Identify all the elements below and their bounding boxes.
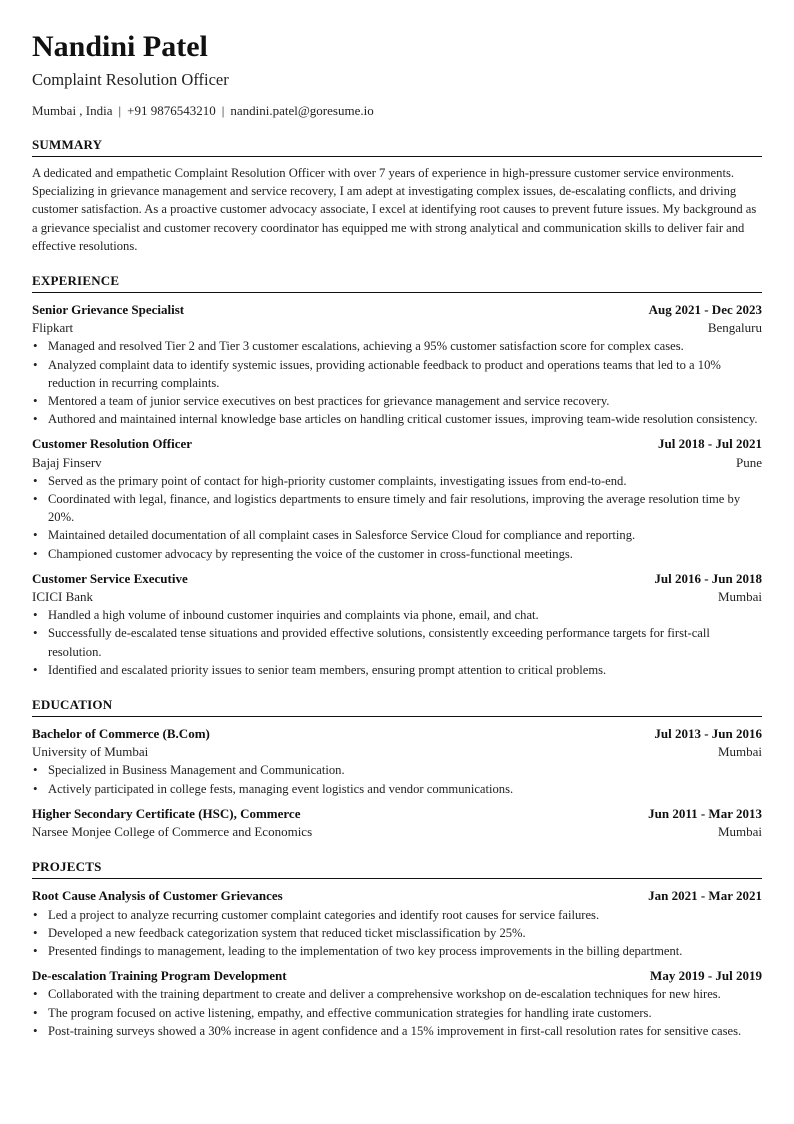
education-entry xyxy=(32,805,762,841)
bullet-item: • Presented findings to management, leading to the implementation of two key process improvements in the billing department. xyxy=(48,942,762,960)
projects-list xyxy=(32,887,762,1040)
experience-dates: Aug 2021 - Dec 2023 xyxy=(648,302,762,318)
projects-heading: PROJECTS xyxy=(32,859,762,879)
bullet-list xyxy=(32,985,762,1040)
contact-phone[interactable]: +91 9876543210 xyxy=(127,103,216,118)
experience-entry xyxy=(32,435,762,562)
project-entry xyxy=(32,967,762,1040)
bullet-list xyxy=(32,472,762,563)
experience-location: Bengaluru xyxy=(707,320,762,336)
experience-role: Customer Service Executive xyxy=(32,570,188,586)
experience-location: Pune xyxy=(736,454,762,470)
bullet-list xyxy=(32,337,762,428)
experience-role: Senior Grievance Specialist xyxy=(32,302,185,318)
experience-location: Mumbai xyxy=(717,589,762,605)
education-heading: EDUCATION xyxy=(32,697,762,717)
bullet-item: • Analyzed complaint data to identify systemic issues, providing actionable feedback to product and operations teams that led to a 10% reduction in recurring complaints. xyxy=(48,356,762,392)
bullet-list xyxy=(32,906,762,961)
experience-company: ICICI Bank xyxy=(32,589,94,605)
bullet-item: • Specialized in Business Management and Communication. xyxy=(48,761,762,779)
contact-email[interactable]: nandini.patel@goresume.io xyxy=(230,103,374,118)
experience-list xyxy=(32,301,762,679)
experience-entry xyxy=(32,301,762,428)
bullet-item: • Developed a new feedback categorization system that reduced ticket misclassification by 25%. xyxy=(48,924,762,942)
job-title: Complaint Resolution Officer xyxy=(32,70,229,89)
bullet-item: • Handled a high volume of inbound customer inquiries and complaints via phone, email, and chat. xyxy=(48,606,762,624)
experience-heading: EXPERIENCE xyxy=(32,273,762,293)
bullet-item: • Identified and escalated priority issues to senior team members, ensuring prompt attention to critical problems. xyxy=(48,661,762,679)
bullet-item: • The program focused on active listening, empathy, and effective communication strategies for handling irate customers. xyxy=(48,1004,762,1022)
education-location: Mumbai xyxy=(717,744,762,760)
summary-text: A dedicated and empathetic Complaint Resolution Officer with over 7 years of experience in high-pressure customer service environments. Specializing in grievance management and service recovery, I am adept at investigating complex issues, de-escalating conflicts, and driving customer satisfaction. As a proactive customer advocacy associate, I excel at identifying root causes to prevent future issues. My background as a grievance specialist and customer recovery coordinator has equipped me with strong analytical and communication skills to deliver fair and effective resolutions. xyxy=(32,166,757,253)
bullet-item: • Led a project to analyze recurring customer complaint categories and identify root causes for service failures. xyxy=(48,906,762,924)
education-entry xyxy=(32,725,762,798)
bullet-list xyxy=(32,606,762,679)
project-dates: Jan 2021 - Mar 2021 xyxy=(648,888,762,904)
education-dates: Jul 2013 - Jun 2016 xyxy=(654,726,762,742)
project-entry xyxy=(32,887,762,960)
experience-dates: Jul 2016 - Jun 2018 xyxy=(654,570,762,586)
bullet-item: • Successfully de-escalated tense situations and provided effective solutions, consistently exceeding performance targets for first-call resolution. xyxy=(48,624,762,660)
contact-separator: | xyxy=(221,103,225,118)
education-list xyxy=(32,725,762,841)
experience-entry xyxy=(32,570,762,679)
experience-role: Customer Resolution Officer xyxy=(32,436,193,452)
education-dates: Jun 2011 - Mar 2013 xyxy=(648,805,762,821)
experience-company: Flipkart xyxy=(32,320,74,336)
bullet-item: • Maintained detailed documentation of all complaint cases in Salesforce Service Cloud for compliance and reporting. xyxy=(48,526,762,544)
bullet-item: • Served as the primary point of contact for high-priority customer complaints, investigating issues from end-to-end. xyxy=(48,472,762,490)
project-name: Root Cause Analysis of Customer Grievances xyxy=(32,888,283,904)
bullet-item: • Mentored a team of junior service executives on best practices for grievance management and service recovery. xyxy=(48,392,762,410)
bullet-item: • Championed customer advocacy by representing the voice of the customer in cross-functional meetings. xyxy=(48,545,762,563)
contact-location: Mumbai , India xyxy=(32,103,113,118)
project-name: De-escalation Training Program Development xyxy=(32,968,287,984)
bullet-item: • Coordinated with legal, finance, and logistics departments to ensure timely and fair resolutions, improving the average resolution time by 20%. xyxy=(48,490,762,526)
bullet-item: • Managed and resolved Tier 2 and Tier 3 customer escalations, achieving a 95% customer satisfaction score for complex cases. xyxy=(48,337,762,355)
summary-heading: SUMMARY xyxy=(32,137,762,157)
education-location: Mumbai xyxy=(717,824,762,840)
resume-page xyxy=(32,30,762,1040)
experience-company: Bajaj Finserv xyxy=(32,454,102,470)
bullet-item: • Collaborated with the training department to create and deliver a comprehensive workshop on de-escalation techniques for new hires. xyxy=(48,985,762,1003)
education-degree: Higher Secondary Certificate (HSC), Commerce xyxy=(32,805,301,821)
experience-dates: Jul 2018 - Jul 2021 xyxy=(657,436,762,452)
bullet-item: • Authored and maintained internal knowledge base articles on handling critical customer issues, improving team-wide resolution consistency. xyxy=(48,410,762,428)
bullet-item: • Actively participated in college fests, managing event logistics and vendor communications. xyxy=(48,780,762,798)
project-dates: May 2019 - Jul 2019 xyxy=(650,968,762,984)
contact-separator: | xyxy=(118,103,122,118)
contact-line xyxy=(32,103,762,119)
education-degree: Bachelor of Commerce (B.Com) xyxy=(32,726,210,742)
bullet-list xyxy=(32,761,762,797)
education-school: Narsee Monjee College of Commerce and Economics xyxy=(32,824,313,840)
education-school: University of Mumbai xyxy=(32,744,149,760)
bullet-item: • Post-training surveys showed a 30% increase in agent confidence and a 15% improvement in first-call resolution rates for sensitive cases. xyxy=(48,1022,762,1040)
candidate-name: Nandini Patel xyxy=(32,30,208,63)
